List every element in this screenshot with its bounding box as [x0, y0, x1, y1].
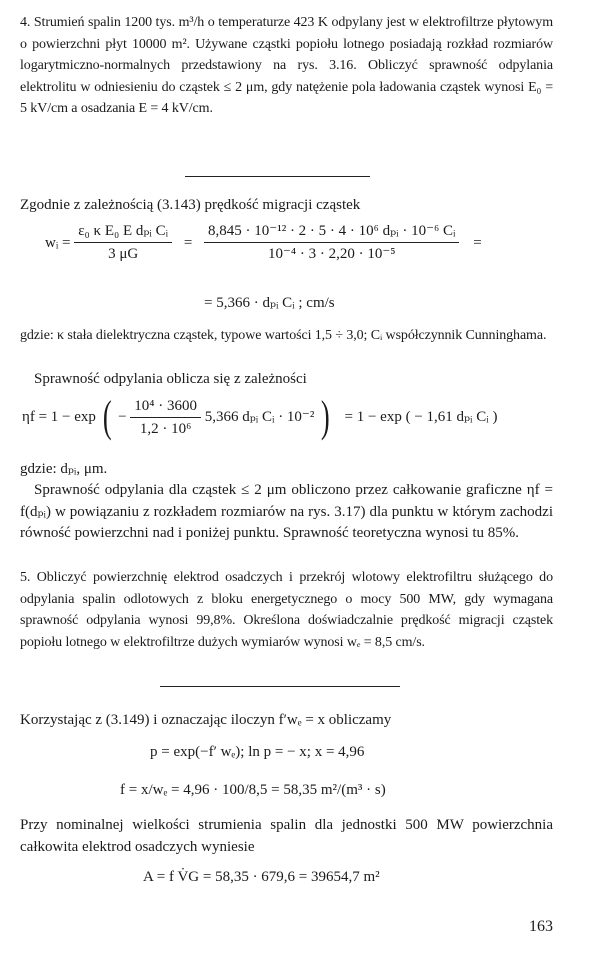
eq2-fraction	[130, 397, 201, 438]
solution-5-text: Przy nominalnej wielkości strumienia spalin dla jednostki 500 MW powierzchnia całkowita elektrod osadczych wyniesie	[20, 817, 553, 855]
eq2-open-paren: (	[102, 392, 112, 441]
solution-4-intro: Zgodnie z zależnością (3.143) prędkość migracji cząstek	[20, 197, 361, 213]
problem-4-text: 4. Strumień spalin 1200 tys. m³/h o temperaturze 423 K odpylany jest w elektrofiltrze płytowym o powierzchni płyt 10000 m². Używane cząstki popiołu lotnego posiadają rozkład rozmiarów logarytmiczno-normalnych przedstawiony na rys. 3.16. Obliczyć sprawność odpylania elektrolitu w odniesieniu do cząstek ≤ 2 μm, gdy natężenie pola ładowania cząstek wynosi E₀ = 5 kV/cm a osadzania E = 4 kV/cm.	[20, 15, 553, 116]
eq1-frac1-denominator: 3 μG	[108, 246, 139, 262]
eq1-frac1-numerator: ε₀ κ E₀ E dₚᵢ Cᵢ	[74, 222, 172, 243]
divider-1	[185, 176, 370, 177]
eq1-result: = 5,366 · dₚᵢ Cᵢ ; cm/s	[204, 295, 335, 311]
eq1-fraction-1	[74, 222, 172, 263]
eq2-result: = 1 − exp ( − 1,61 dₚᵢ Cᵢ )	[344, 409, 498, 425]
eq1-tail: =	[473, 234, 482, 251]
problem-5-text: 5. Obliczyć powierzchnię elektrod osadczych i przekrój wlotowy elektrofiltru służącego do odpylania spalin odlotowych z bloku energetycznego o mocy 500 MW, gdy wymagana sprawność odpylania wynosi 99,8%. Określona doświadczalnie prędkość migracji cząstek popiołu lotnego w elektrofiltrze dużych wymiarów wynosi wₑ = 8,5 cm/s.	[20, 570, 553, 650]
eq2-close-paren: )	[321, 392, 330, 441]
eq1-frac2-numerator: 8,845 · 10⁻¹² · 2 · 5 · 4 · 10⁶ dₚᵢ · 10⁻⁶ Cᵢ	[204, 222, 459, 243]
equation-area: A = f V̇G = 58,35 · 679,6 = 39654,7 m²	[143, 869, 380, 885]
eq1-frac2-denominator: 10⁻⁴ · 3 · 2,20 · 10⁻⁵	[267, 246, 396, 262]
eq2-minus: −	[118, 409, 127, 425]
eq1-equals: =	[183, 234, 193, 251]
solution-4-efficiency-intro: Sprawność odpylania oblicza się z zależności	[34, 371, 307, 387]
divider-2	[160, 686, 400, 687]
solution-4-where-2: gdzie: dₚᵢ, μm.	[20, 461, 108, 477]
page-number: 163	[529, 918, 553, 935]
equation-f: f = x/wₑ = 4,96 · 100/8,5 = 58,35 m²/(m³ · s)	[120, 782, 386, 798]
equation-migration-velocity	[45, 222, 482, 263]
eq2-frac-numerator: 10⁴ · 3600	[130, 397, 201, 418]
equation-p: p = exp(−f′ wₑ); ln p = − x; x = 4,96	[150, 744, 365, 760]
eq2-rest: 5,366 dₚᵢ Cᵢ · 10⁻²	[204, 409, 315, 425]
eq1-lhs: wᵢ =	[45, 234, 71, 251]
eq2-frac-denominator: 1,2 · 10⁶	[139, 420, 192, 437]
eq2-lhs: ηf = 1 − exp	[22, 409, 96, 425]
solution-4-conclusion: Sprawność odpylania dla cząstek ≤ 2 μm obliczono przez całkowanie graficzne ηf = f(dₚᵢ) w powiązaniu z rozkładem rozmiarów na rys. 3.17) dla punktu w którym zachodzi równość powierzchni nad i poniżej punktu. Sprawność teoretyczna wynosi tu 85%.	[20, 482, 553, 541]
eq1-fraction-2	[204, 222, 459, 263]
equation-efficiency	[22, 392, 498, 441]
solution-4-where-1: gdzie: κ stała dielektryczna cząstek, typowe wartości 1,5 ÷ 3,0; Cᵢ współczynnik Cunninghama.	[20, 328, 547, 343]
solution-5-intro: Korzystając z (3.149) i oznaczając iloczyn f′wₑ = x obliczamy	[20, 712, 392, 728]
